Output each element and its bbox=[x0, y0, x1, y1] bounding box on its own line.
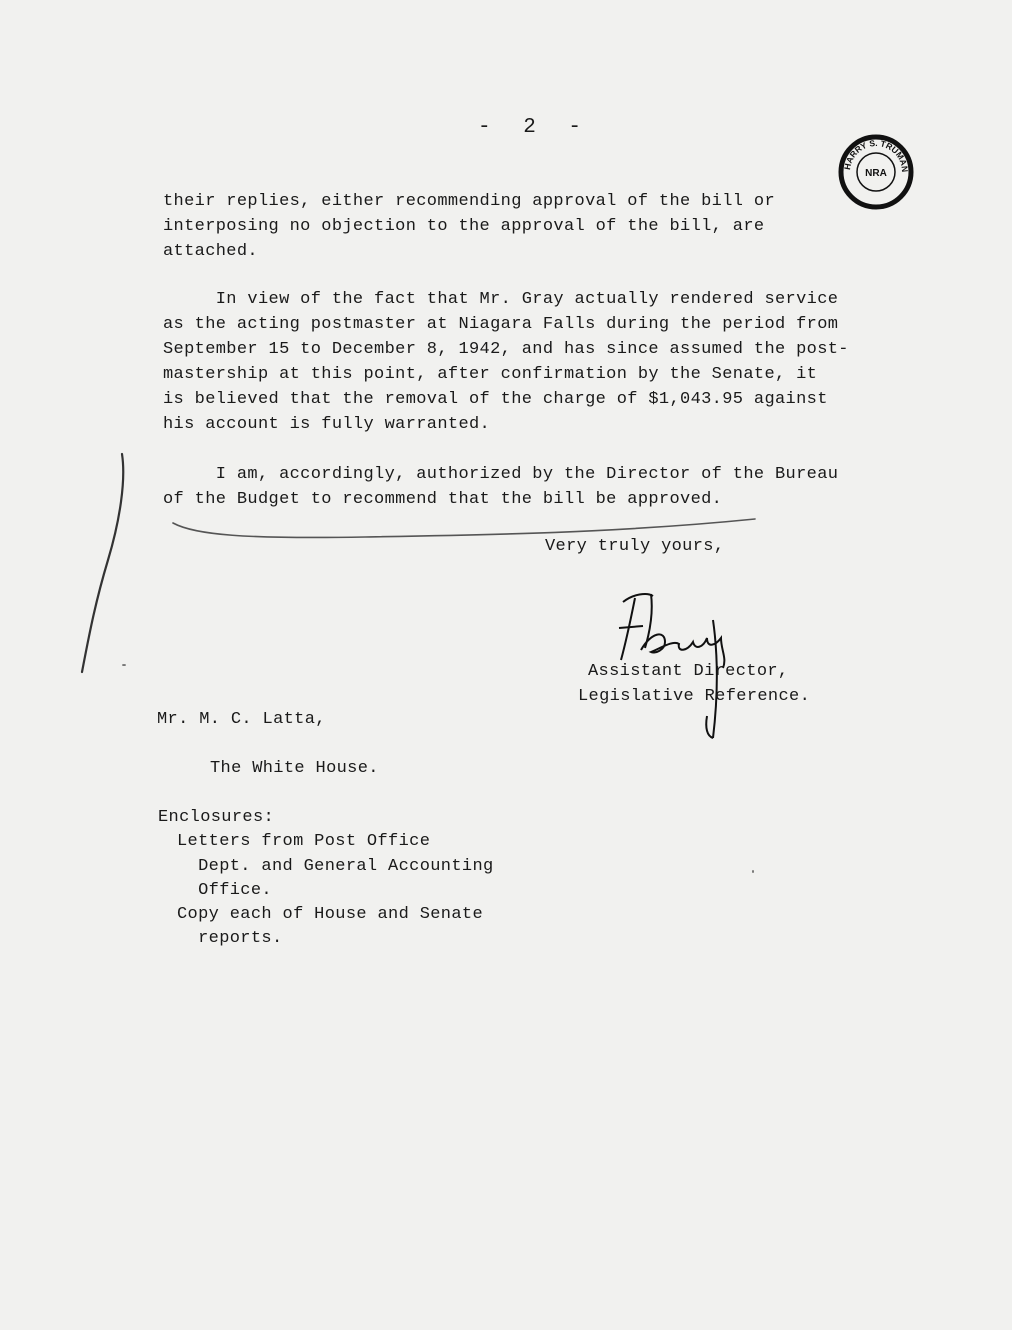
closing: Very truly yours, bbox=[545, 537, 725, 556]
body-line: is believed that the removal of the charge of $1,043.95 against bbox=[163, 390, 828, 409]
pencil-margin-mark bbox=[60, 450, 140, 680]
enclosure-item: Letters from Post Office bbox=[177, 832, 431, 851]
body-line: attached. bbox=[163, 242, 258, 261]
body-line: I am, accordingly, authorized by the Director of the Bureau bbox=[163, 465, 839, 484]
page-number: - 2 - bbox=[478, 116, 592, 139]
addressee-location: The White House. bbox=[210, 759, 379, 778]
body-line: September 15 to December 8, 1942, and has since assumed the post- bbox=[163, 340, 849, 359]
svg-text:NRA: NRA bbox=[865, 168, 887, 179]
enclosure-item: Copy each of House and Senate bbox=[177, 905, 483, 924]
body-line: mastership at this point, after confirmation by the Senate, it bbox=[163, 365, 818, 384]
body-line: as the acting postmaster at Niagara Falls during the period from bbox=[163, 315, 839, 334]
enclosures-label: Enclosures: bbox=[158, 808, 275, 827]
enclosure-item: Dept. and General Accounting bbox=[177, 857, 494, 876]
body-line: their replies, either recommending approval of the bill or bbox=[163, 192, 775, 211]
body-line: of the Budget to recommend that the bill be approved. bbox=[163, 490, 723, 509]
body-line: In view of the fact that Mr. Gray actually rendered service bbox=[163, 290, 839, 309]
addressee-name: Mr. M. C. Latta, bbox=[157, 710, 326, 729]
signer-title-1: Assistant Director, bbox=[588, 662, 789, 681]
svg-text:HARRY S. TRUMAN LIBRARY: HARRY S. TRUMAN bbox=[842, 137, 911, 173]
truman-library-seal-icon bbox=[838, 134, 914, 210]
body-line: his account is fully warranted. bbox=[163, 415, 491, 434]
paper-speck bbox=[752, 870, 754, 873]
signer-title-2: Legislative Reference. bbox=[578, 687, 811, 706]
body-line: interposing no objection to the approval of the bill, are bbox=[163, 217, 765, 236]
enclosure-item: Office. bbox=[177, 881, 272, 900]
paper-speck bbox=[122, 664, 126, 666]
enclosure-item: reports. bbox=[177, 929, 283, 948]
